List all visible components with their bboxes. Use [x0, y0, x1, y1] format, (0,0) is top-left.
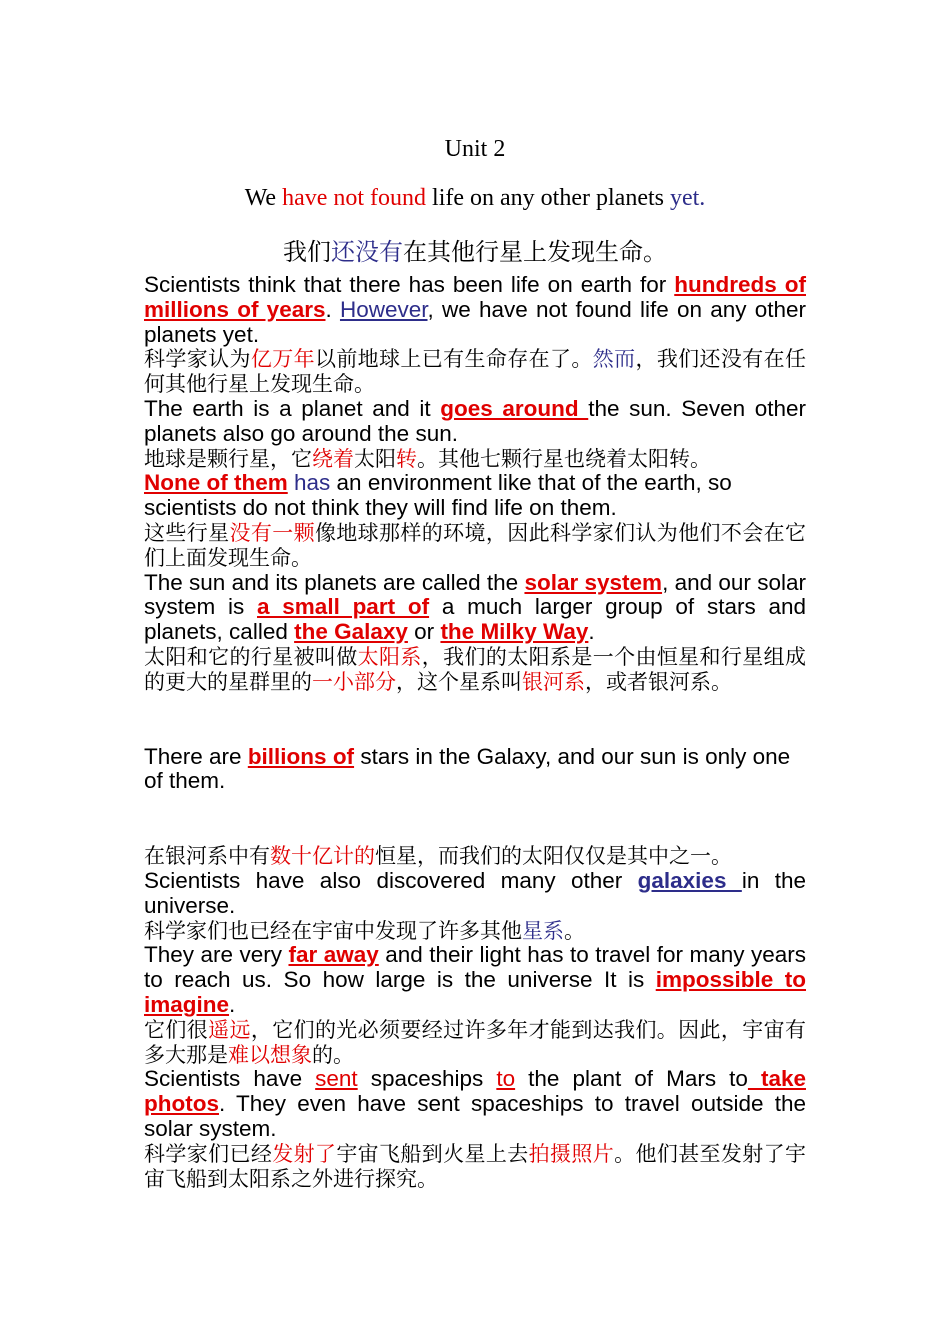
title-keyword: have not found	[282, 185, 427, 211]
paragraph-chinese	[144, 844, 806, 869]
keyword: impossible to imagine	[144, 967, 806, 1017]
keyword: 拍摄照片	[528, 1141, 615, 1166]
keyword: 太阳系	[357, 644, 422, 669]
text: ，或者银河系。	[585, 669, 732, 694]
text: 宇宙飞船到火星上去	[336, 1141, 529, 1166]
text: 它们很	[144, 1017, 209, 1042]
keyword: 数十亿计的	[270, 844, 375, 869]
text: Scientists have also discovered many other	[144, 867, 638, 893]
paragraph-chinese	[144, 919, 806, 944]
text: and their light has to travel for many years to reach us. So how large is the universe It is	[144, 942, 806, 993]
text: The sun and its planets are called the	[144, 569, 525, 595]
paragraph-english	[144, 869, 806, 919]
text: 。其他七颗行星也绕着太阳转。	[417, 446, 711, 471]
text: The earth is a planet and it	[144, 395, 441, 421]
paragraph-chinese	[144, 521, 806, 571]
text: the sun. Seven other planets also go around the sun.	[144, 395, 806, 446]
keyword: 亿万年	[250, 347, 315, 372]
text: 地球是颗行星，它	[144, 446, 312, 471]
text: .	[229, 991, 236, 1017]
text: 恒星，而我们的太阳仅仅是其中之一。	[375, 844, 732, 869]
text: a much larger group of stars and planets, called	[144, 594, 806, 645]
keyword: a small part of	[257, 594, 430, 620]
text: an environment like that of the earth, so scientists do not think they will find life on them.	[144, 470, 732, 521]
paragraph-english	[144, 273, 806, 347]
text: or	[407, 619, 441, 645]
keyword: galaxies	[637, 867, 742, 893]
text: They are very	[144, 942, 289, 968]
keyword: goes around	[440, 395, 589, 421]
paragraph-english	[144, 943, 806, 1017]
text: stars in the Galaxy, and our sun is only one of them.	[144, 743, 791, 794]
keyword: 转	[396, 446, 417, 471]
text: ，它们的光必须要经过许多年才能到达我们。因此，宇宙有多大那是	[144, 1017, 807, 1067]
text: , and our solar system is	[144, 569, 806, 620]
lesson-title-chinese	[0, 232, 950, 267]
keyword: None of them	[144, 470, 288, 496]
paragraph-english	[144, 571, 806, 645]
blank-space	[144, 695, 806, 745]
keyword: solar system	[524, 569, 663, 595]
keyword: However	[339, 296, 428, 322]
text: There are	[144, 743, 248, 769]
text: .	[588, 619, 595, 645]
text: , we have not found life on any other planets yet.	[144, 296, 806, 347]
text: .	[325, 296, 340, 322]
keyword: sent	[315, 1066, 358, 1092]
text: 科学家们也已经在宇宙中发现了许多其他	[144, 918, 522, 943]
text: 太阳和它的行星被叫做	[144, 644, 358, 669]
text: the plant of Mars to	[515, 1066, 748, 1092]
paragraph-chinese	[144, 645, 806, 695]
text: Scientists think that there has been life on earth for	[144, 272, 675, 297]
paragraph-chinese	[144, 1142, 806, 1192]
title-keyword: yet.	[669, 185, 706, 211]
keyword: 难以想象	[228, 1042, 312, 1067]
keyword: 星系	[522, 918, 564, 943]
keyword: 遥远	[208, 1017, 251, 1042]
text: in the universe.	[144, 867, 806, 918]
keyword: 发射了	[272, 1141, 337, 1166]
paragraph-english	[144, 745, 806, 795]
text: ，这个星系叫	[396, 669, 522, 694]
keyword: to	[496, 1066, 516, 1092]
keyword: take photos	[144, 1066, 806, 1117]
paragraph-chinese	[144, 347, 806, 397]
keyword: far away	[288, 942, 379, 968]
keyword: 然而	[592, 347, 636, 372]
title-text: 在其他行星上发现生命。	[403, 238, 667, 266]
text: 。	[564, 918, 585, 943]
text: 太阳	[354, 446, 396, 471]
text: 科学家们已经	[144, 1141, 273, 1166]
paragraph-chinese	[144, 447, 806, 472]
unit-heading: Unit 2	[444, 136, 506, 162]
reading-passage	[144, 273, 806, 1191]
keyword: 银河系	[522, 669, 585, 694]
paragraph-chinese	[144, 1018, 806, 1068]
text: . They even have sent spaceships to travel outside the solar system.	[144, 1091, 806, 1141]
text: Scientists have	[144, 1066, 316, 1092]
paragraph-english	[144, 471, 806, 521]
text: 。他们甚至发射了宇宙飞船到太阳系之外进行探究。	[144, 1141, 807, 1191]
paragraph-english	[144, 1067, 806, 1141]
keyword: 绕着	[312, 446, 354, 471]
keyword: 没有一颗	[229, 520, 315, 545]
keyword: 一小部分	[312, 669, 396, 694]
keyword: the Milky Way	[440, 619, 589, 645]
keyword: the Galaxy	[294, 619, 408, 645]
paragraph-english	[144, 397, 806, 447]
blank-space	[144, 794, 806, 844]
text: ，我们的太阳系是一个由恒星和行星组成的更大的星群里的	[144, 644, 807, 694]
text: ，我们还没有在任何其他行星上发现生命。	[144, 347, 807, 397]
text: 以前地球上已有生命存在了。	[314, 347, 593, 372]
text: 在银河系中有	[144, 844, 270, 869]
keyword: hundreds of millions of years	[144, 272, 806, 322]
title-keyword: 还没有	[331, 238, 403, 266]
lesson-title	[0, 185, 950, 212]
text: 像地球那样的环境，因此科学家们认为他们不会在它们上面发现生命。	[144, 520, 807, 570]
title-text: 我们	[283, 238, 331, 266]
text: 的。	[312, 1042, 354, 1067]
text: spaceships	[357, 1066, 497, 1092]
keyword: billions of	[247, 743, 355, 769]
text: 这些行星	[144, 520, 230, 545]
keyword: has	[294, 470, 331, 496]
title-text: We	[244, 185, 283, 211]
title-text: life on any other planets	[432, 185, 664, 211]
text: 科学家认为	[144, 347, 251, 372]
